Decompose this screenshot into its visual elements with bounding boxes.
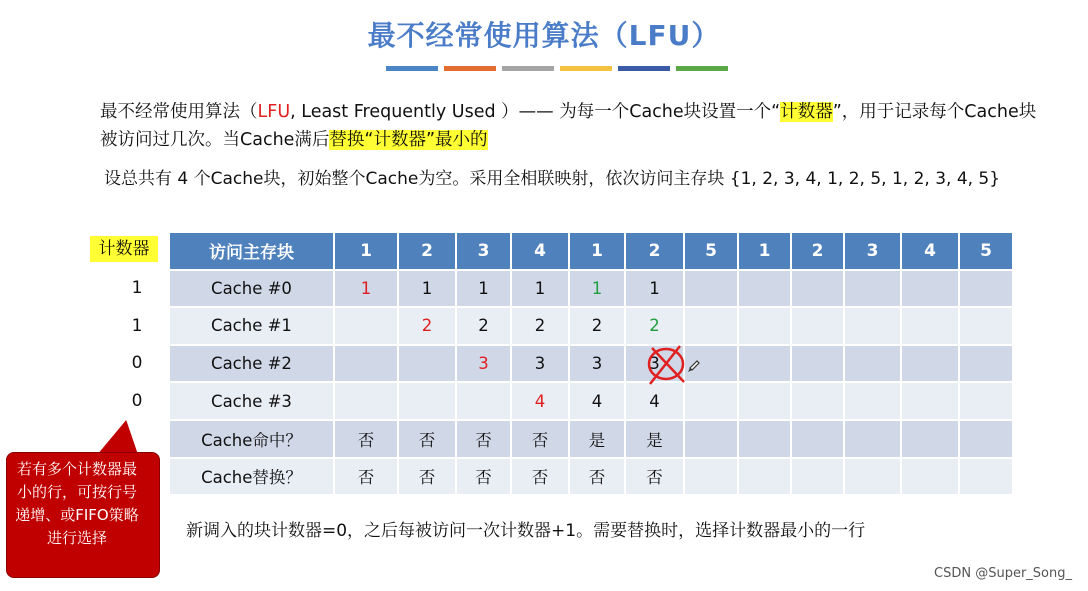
- cross-out-mark-icon: [640, 340, 700, 388]
- callout-pointer: [98, 420, 150, 454]
- table-cell: 1: [570, 271, 624, 307]
- table-cell: [845, 383, 900, 419]
- slide-title: 最不经常使用算法（LFU）: [367, 19, 721, 52]
- table-cell: 1: [626, 271, 683, 307]
- table-cell: 3: [457, 346, 510, 382]
- color-bar-divider: [386, 66, 728, 71]
- table-cell: [960, 308, 1012, 344]
- table-cell: [902, 308, 958, 344]
- table-cell: [845, 459, 900, 495]
- divider-bar: [618, 66, 670, 71]
- counter-value: 0: [131, 353, 143, 374]
- table-row: [170, 383, 1012, 419]
- table-row: [170, 459, 1012, 495]
- table-cell: 3: [626, 346, 683, 382]
- table-cell: 否: [399, 421, 455, 457]
- divider-bar: [676, 66, 728, 71]
- table-cell: [960, 383, 1012, 419]
- summary-text: 新调入的块计数器=0，之后每被访问一次计数器+1。需要替换时，选择计数器最小的一行: [186, 521, 866, 541]
- table-cell: 否: [570, 459, 624, 495]
- table-cell: [792, 459, 843, 495]
- counter-value: 0: [131, 390, 143, 411]
- table-cell: [335, 383, 397, 419]
- access-header: 4: [512, 233, 568, 269]
- watermark: CSDN @Super_Song_: [934, 566, 1072, 581]
- table-cell: [399, 383, 455, 419]
- table-cell: [960, 421, 1012, 457]
- table-cell: 1: [399, 271, 455, 307]
- table-cell: [845, 308, 900, 344]
- table-cell: 3: [512, 346, 568, 382]
- table-cell: 2: [570, 308, 624, 344]
- table-cell: [902, 271, 958, 307]
- setup-paragraph: 设总共有 4 个Cache块，初始整个Cache为空。采用全相联映射，依次访问主存块 {1, 2, 3, 4, 1, 2, 5, 1, 2, 3, 4, 5}: [104, 169, 1001, 189]
- callout-text: 若有多个计数器最小的行，可按行号递增、或FIFO策略进行选择: [15, 460, 139, 547]
- access-header: 2: [792, 233, 843, 269]
- table-cell: [399, 346, 455, 382]
- table-cell: 4: [512, 383, 568, 419]
- row-label: Cache #3: [170, 383, 333, 419]
- table-cell: [792, 308, 843, 344]
- table-cell: [960, 346, 1012, 382]
- table-cell: 是: [570, 421, 624, 457]
- definition-text: ”，用于记录每个Cache块被访问过几次。当Cache满后: [100, 102, 1037, 150]
- table-cell: [739, 383, 790, 419]
- table-cell: 1: [512, 271, 568, 307]
- table-cell: [739, 346, 790, 382]
- access-header: 3: [845, 233, 900, 269]
- definition-text: 最不经常使用算法（: [100, 102, 258, 122]
- definition-text: , Least Frequently Used ）—— 为每一个Cache块设置一个“: [290, 102, 781, 122]
- table-cell: [335, 308, 397, 344]
- row-label: Cache #0: [170, 271, 333, 307]
- table-cell: [792, 346, 843, 382]
- table-cell: [685, 271, 737, 307]
- divider-bar: [386, 66, 438, 71]
- table-cell: [739, 421, 790, 457]
- table-cell: 否: [626, 459, 683, 495]
- row-label: Cache #1: [170, 308, 333, 344]
- table-cell: [902, 346, 958, 382]
- table-cell: [335, 346, 397, 382]
- table-cell: [845, 421, 900, 457]
- table-cell: 是: [626, 421, 683, 457]
- replace-rule-highlight: 替换“计数器”最小的: [329, 130, 488, 150]
- table-cell: [845, 346, 900, 382]
- table-cell: [457, 383, 510, 419]
- row-label: Cache命中？: [170, 421, 333, 457]
- table-cell: [685, 383, 737, 419]
- table-cell: [739, 459, 790, 495]
- counter-value: 1: [131, 315, 143, 336]
- table-cell: 否: [335, 459, 397, 495]
- table-cell: 否: [512, 459, 568, 495]
- table-cell: [792, 421, 843, 457]
- pen-cursor-icon: [688, 361, 699, 372]
- table-cell: [739, 271, 790, 307]
- table-cell: 否: [457, 421, 510, 457]
- counter-value: 1: [131, 278, 143, 298]
- table-cell: 2: [457, 308, 510, 344]
- definition-paragraph: [100, 98, 1040, 154]
- table-cell: [960, 459, 1012, 495]
- row-label: Cache #2: [170, 346, 333, 382]
- counter-term-highlight: 计数器: [780, 102, 833, 122]
- access-header: 4: [902, 233, 958, 269]
- table-cell: [792, 383, 843, 419]
- table-cell: 2: [399, 308, 455, 344]
- access-header: 2: [399, 233, 455, 269]
- row-label: Cache替换？: [170, 459, 333, 495]
- access-header: 5: [960, 233, 1012, 269]
- access-header: 1: [739, 233, 790, 269]
- table-row: [170, 346, 1012, 382]
- table-cell: 2: [512, 308, 568, 344]
- table-row: [170, 308, 1012, 344]
- table-cell: [685, 459, 737, 495]
- counter-column-label: 计数器: [90, 236, 158, 262]
- divider-bar: [560, 66, 612, 71]
- table-cell: 3: [570, 346, 624, 382]
- table-row: [170, 421, 1012, 457]
- access-header: 1: [570, 233, 624, 269]
- access-header: 5: [685, 233, 737, 269]
- table-cell: 1: [457, 271, 510, 307]
- table-cell: [902, 421, 958, 457]
- access-header: 1: [335, 233, 397, 269]
- table-cell: [685, 421, 737, 457]
- divider-bar: [444, 66, 496, 71]
- access-header: 2: [626, 233, 683, 269]
- table-cell: [845, 271, 900, 307]
- table-cell: [792, 271, 843, 307]
- table-cell: [902, 383, 958, 419]
- table-cell: 否: [399, 459, 455, 495]
- divider-bar: [502, 66, 554, 71]
- table-cell: 否: [512, 421, 568, 457]
- table-row: [170, 271, 1012, 307]
- table-cell: [685, 308, 737, 344]
- table-cell: 否: [457, 459, 510, 495]
- counter-values: [112, 270, 162, 420]
- table-cell: [902, 459, 958, 495]
- access-header: 3: [457, 233, 510, 269]
- lfu-access-table: [168, 231, 1014, 496]
- table-cell: [960, 271, 1012, 307]
- lfu-term: LFU: [257, 102, 291, 122]
- table-cell: 4: [570, 383, 624, 419]
- table-cell: 4: [626, 383, 683, 419]
- table-cell: 1: [335, 271, 397, 307]
- table-cell: 否: [335, 421, 397, 457]
- table-header-row: [170, 233, 1012, 269]
- table-cell: [739, 308, 790, 344]
- table-cell: 2: [626, 308, 683, 344]
- header-label: 访问主存块: [170, 233, 333, 269]
